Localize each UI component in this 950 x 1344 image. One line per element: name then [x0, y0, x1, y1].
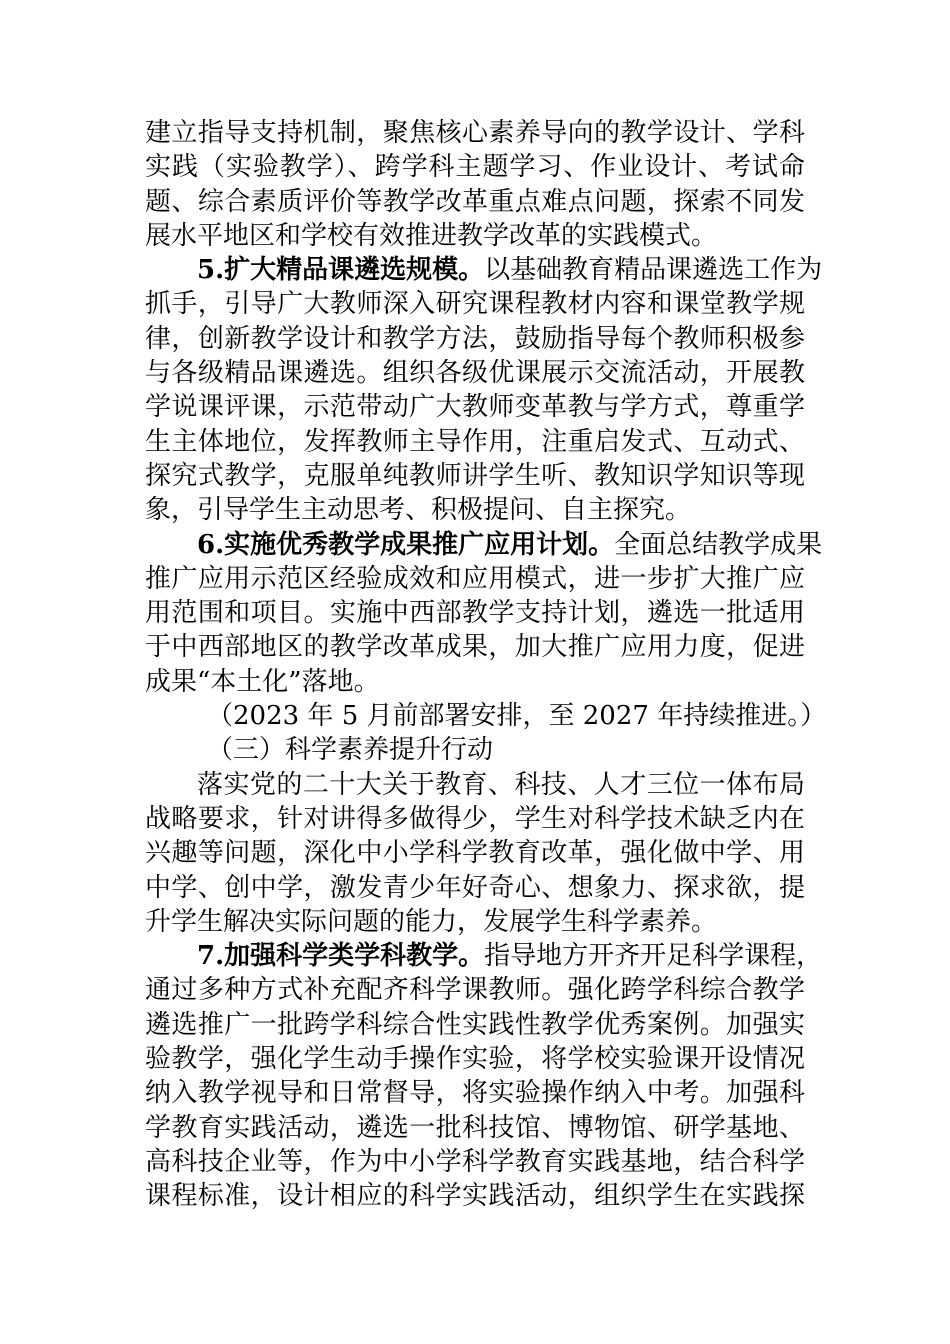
text-line: 与各级精品课遴选。组织各级优课展示交流活动，开展教: [145, 358, 805, 389]
text-line: 纳入教学视导和日常督导，将实验操作纳入中考。加强科: [145, 1078, 805, 1109]
text-line: 实践（实验教学）、跨学科主题学习、作业设计、考试命: [145, 152, 805, 183]
text-line: 题、综合素质评价等教学改革重点难点问题，探索不同发: [145, 186, 805, 217]
paragraph-science-intro: [145, 768, 805, 939]
item-6-text: 全面总结教学成果: [614, 529, 823, 560]
text-line: 探究式教学，克服单纯教师讲学生听、教知识学知识等现: [145, 460, 805, 491]
text-line: 用范围和项目。实施中西部教学支持计划，遴选一批适用: [145, 598, 805, 629]
item-5-heading: 5.扩大精品课遴选规模。: [197, 255, 485, 286]
paragraph-item-7: [145, 939, 823, 1213]
text-line: 成果“本土化”落地。: [145, 666, 380, 697]
text-line: [145, 939, 823, 973]
item-7-heading: 7.加强科学类学科教学。: [197, 941, 485, 972]
item-7-text: 指导地方开齐开足科学课程，: [484, 941, 823, 972]
document-body: [145, 116, 827, 1214]
text-line: 升学生解决实际问题的能力，发展学生科学素养。: [145, 906, 718, 937]
schedule-note: （2023 年 5 月前部署安排，至 2027 年持续推进。）: [207, 701, 827, 732]
text-line: 推广应用示范区经验成效和应用模式，进一步扩大推广应: [145, 563, 805, 594]
text-line: 展水平地区和学校有效推进教学改革的实践模式。: [145, 220, 718, 251]
paragraph-schedule-note: [145, 699, 827, 733]
text-line: 验教学，强化学生动手操作实验，将学校实验课开设情况: [145, 1044, 805, 1075]
text-line: 战略要求，针对讲得多做得少，学生对科学技术缺乏内在: [145, 803, 805, 834]
text-line: 落实党的二十大关于教育、科技、人才三位一体布局: [197, 769, 805, 800]
paragraph-teaching-reform: [145, 116, 805, 253]
text-line: 抓手，引导广大教师深入研究课程教材内容和课堂教学规: [145, 289, 805, 320]
text-line: 建立指导支持机制，聚焦核心素养导向的教学设计、学科: [145, 118, 805, 148]
section-heading: [145, 733, 805, 767]
item-6-heading: 6.实施优秀教学成果推广应用计划。: [197, 529, 615, 560]
text-line: 课程标准，设计相应的科学实践活动，组织学生在实践探: [145, 1181, 805, 1212]
paragraph-item-5: [145, 253, 823, 527]
text-line: 生主体地位，发挥教师主导作用，注重启发式、互动式、: [145, 426, 805, 457]
text-line: 兴趣等问题，深化中小学科学教育改革，强化做中学、用: [145, 838, 805, 869]
section-title: （三）科学素养提升行动: [207, 735, 494, 766]
text-line: [145, 253, 823, 287]
text-line: 高科技企业等，作为中小学科学教育实践基地，结合科学: [145, 1146, 805, 1177]
text-line: 遴选推广一批跨学科综合性实践性教学优秀案例。加强实: [145, 1009, 805, 1040]
text-line: 学说课评课，示范带动广大教师变革教与学方式，尊重学: [145, 392, 805, 423]
text-line: 通过多种方式补充配齐科学课教师。强化跨学科综合教学: [145, 975, 805, 1006]
text-line: 律，创新教学设计和教学方法，鼓励指导每个教师积极参: [145, 323, 805, 354]
text-line: 于中西部地区的教学改革成果，加大推广应用力度，促进: [145, 632, 805, 663]
text-line: 象，引导学生主动思考、积极提问、自主探究。: [145, 495, 692, 526]
item-5-text: 以基础教育精品课遴选工作为: [484, 255, 823, 286]
text-line: 学教育实践活动，遴选一批科技馆、博物馆、研学基地、: [145, 1112, 805, 1143]
text-line: [145, 528, 823, 562]
paragraph-item-6: [145, 528, 823, 699]
text-line: 中学、创中学，激发青少年好奇心、想象力、探求欲，提: [145, 872, 805, 903]
